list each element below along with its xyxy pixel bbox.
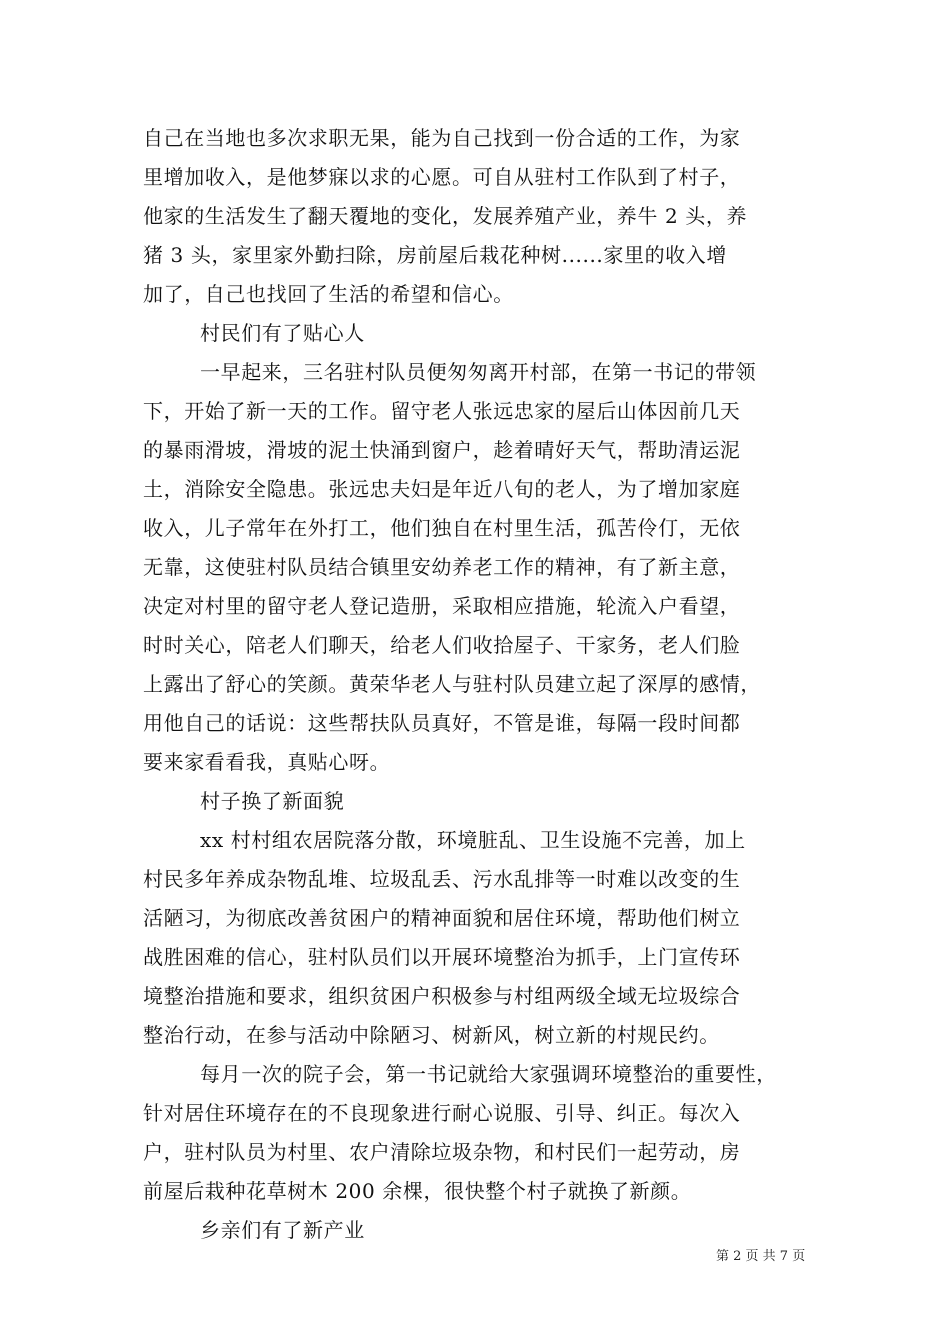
paragraph-line: 用他自己的话说：这些帮扶队员真好，不管是谁，每隔一段时间都	[143, 711, 741, 735]
paragraph-line: 境整治措施和要求，组织贫困户积极参与村组两级全域无垃圾综合	[143, 984, 741, 1008]
paragraph-line: 无靠，这使驻村队员结合镇里安幼养老工作的精神，有了新主意，	[143, 555, 741, 579]
paragraph-line: 他家的生活发生了翻天覆地的变化，发展养殖产业，养牛 2 头，养	[143, 204, 748, 228]
paragraph-line: 一早起来，三名驻村队员便匆匆离开村部，在第一书记的带领	[200, 360, 757, 384]
page-number: 第 2 页 共 7 页	[716, 1249, 806, 1264]
paragraph-line: 里增加收入，是他梦寐以求的心愿。可自从驻村工作队到了村子，	[143, 165, 741, 189]
paragraph-line: 每月一次的院子会，第一书记就给大家强调环境整治的重要性，	[200, 1062, 777, 1086]
paragraph-line: 村民多年养成杂物乱堆、垃圾乱丢、污水乱排等一时难以改变的生	[143, 867, 741, 891]
section-heading: 村民们有了贴心人	[200, 321, 365, 345]
paragraph-line: 上露出了舒心的笑颜。黄荣华老人与驻村队员建立起了深厚的感情，	[143, 672, 761, 696]
paragraph-line: 收入，儿子常年在外打工，他们独自在村里生活，孤苦伶仃，无依	[143, 516, 741, 540]
section-heading: 村子换了新面貌	[200, 789, 345, 813]
paragraph-line: 整治行动，在参与活动中除陋习、树新风，树立新的村规民约。	[143, 1023, 720, 1047]
paragraph-line: 户，驻村队员为村里、农户清除垃圾杂物，和村民们一起劳动，房	[143, 1140, 741, 1164]
paragraph-line: 针对居住环境存在的不良现象进行耐心说服、引导、纠正。每次入	[143, 1101, 741, 1125]
paragraph-line: xx 村村组农居院落分散，环境脏乱、卫生设施不完善，加上	[200, 828, 746, 852]
paragraph-line: 猪 3 头，家里家外勤扫除，房前屋后栽花种树......家里的收入增	[143, 243, 727, 267]
paragraph-line: 时时关心，陪老人们聊天，给老人们收拾屋子、干家务，老人们脸	[143, 633, 741, 657]
paragraph-line: 决定对村里的留守老人登记造册，采取相应措施，轮流入户看望，	[143, 594, 741, 618]
paragraph-line: 战胜困难的信心，驻村队员们以开展环境整治为抓手，上门宣传环	[143, 945, 741, 969]
section-heading: 乡亲们有了新产业	[200, 1218, 365, 1242]
paragraph-line: 前屋后栽种花草树木 200 余棵，很快整个村子就换了新颜。	[143, 1179, 692, 1203]
paragraph-line: 加了，自己也找回了生活的希望和信心。	[143, 282, 514, 306]
paragraph-line: 自己在当地也多次求职无果，能为自己找到一份合适的工作，为家	[143, 126, 741, 150]
paragraph-line: 要来家看看我，真贴心呀。	[143, 750, 391, 774]
paragraph-line: 的暴雨滑坡，滑坡的泥土快涌到窗户，趁着晴好天气，帮助清运泥	[143, 438, 741, 462]
paragraph-line: 下，开始了新一天的工作。留守老人张远忠家的屋后山体因前几天	[143, 399, 741, 423]
paragraph-line: 土，消除安全隐患。张远忠夫妇是年近八旬的老人，为了增加家庭	[143, 477, 741, 501]
paragraph-line: 活陋习，为彻底改善贫困户的精神面貌和居住环境，帮助他们树立	[143, 906, 741, 930]
